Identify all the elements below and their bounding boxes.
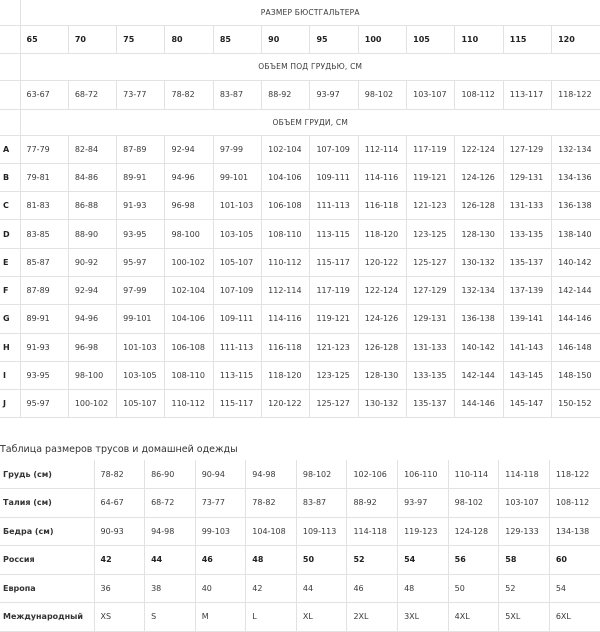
bust-cell: 95-97 <box>20 390 68 418</box>
bust-cell: 105-107 <box>117 390 165 418</box>
bust-cell: 142-144 <box>455 361 503 389</box>
band-size-cell: 110 <box>455 25 503 53</box>
cup-label: J <box>0 390 20 418</box>
bust-cell: 144-146 <box>552 305 600 333</box>
bust-cell: 100-102 <box>68 390 116 418</box>
pants-cell: 83-87 <box>296 489 347 518</box>
pants-cell: 90-94 <box>195 460 246 489</box>
bust-cell: 125-127 <box>407 248 455 276</box>
pants-cell: 50 <box>296 546 347 575</box>
pants-cell: 5XL <box>499 603 550 632</box>
bust-cell: 108-110 <box>262 220 310 248</box>
pants-cell: 58 <box>499 546 550 575</box>
bust-cell: 122-124 <box>455 135 503 163</box>
pants-cell: 48 <box>246 546 297 575</box>
pants-cell: XS <box>94 603 145 632</box>
bust-cell: 146-148 <box>552 333 600 361</box>
pants-cell: 64-67 <box>94 489 145 518</box>
band-size-cell: 80 <box>165 25 213 53</box>
bust-cell: 123-125 <box>310 361 358 389</box>
bust-cell: 118-120 <box>262 361 310 389</box>
pants-cell: 78-82 <box>246 489 297 518</box>
pants-cell: 94-98 <box>145 517 196 546</box>
band-size-cell: 115 <box>503 25 551 53</box>
bust-cell: 117-119 <box>407 135 455 163</box>
bust-cell: 119-121 <box>407 163 455 191</box>
bust-cell: 129-131 <box>407 305 455 333</box>
pants-cell: 4XL <box>448 603 499 632</box>
bust-cell: 125-127 <box>310 390 358 418</box>
bust-header <box>0 109 600 135</box>
bust-cell: 99-101 <box>213 163 261 191</box>
cup-row <box>0 135 600 163</box>
pants-cell: S <box>145 603 196 632</box>
bust-cell: 110-112 <box>165 390 213 418</box>
underbust-cell: 98-102 <box>358 80 406 109</box>
bust-cell: 94-96 <box>68 305 116 333</box>
bust-cell: 87-89 <box>20 276 68 304</box>
bust-cell: 105-107 <box>213 248 261 276</box>
pants-cell: 114-118 <box>499 460 550 489</box>
pants-cell: 40 <box>195 574 246 603</box>
pants-row-label: Международный <box>0 603 94 632</box>
bust-cell: 115-117 <box>213 390 261 418</box>
bust-cell: 129-131 <box>503 163 551 191</box>
bust-cell: 113-115 <box>213 361 261 389</box>
pants-row <box>0 489 600 518</box>
pants-cell: 68-72 <box>145 489 196 518</box>
bust-cell: 87-89 <box>117 135 165 163</box>
cup-label: E <box>0 248 20 276</box>
bust-cell: 116-118 <box>358 192 406 220</box>
underbust-cell: 113-117 <box>503 80 551 109</box>
bust-cell: 120-122 <box>262 390 310 418</box>
bust-cell: 133-135 <box>503 220 551 248</box>
bust-cell: 83-85 <box>20 220 68 248</box>
bust-cell: 103-105 <box>213 220 261 248</box>
pants-cell: 54 <box>398 546 449 575</box>
pants-cell: 6XL <box>549 603 600 632</box>
pants-cell: 109-113 <box>296 517 347 546</box>
pants-cell: 73-77 <box>195 489 246 518</box>
cup-row <box>0 390 600 418</box>
pants-cell: 94-98 <box>246 460 297 489</box>
band-size-cell: 70 <box>68 25 116 53</box>
pants-cell: 54 <box>549 574 600 603</box>
bust-cell: 131-133 <box>407 333 455 361</box>
pants-cell: 50 <box>448 574 499 603</box>
bust-cell: 112-114 <box>262 276 310 304</box>
pants-cell: 106-110 <box>398 460 449 489</box>
cup-label: C <box>0 192 20 220</box>
bust-cell: 134-136 <box>552 163 600 191</box>
pants-cell: 119-123 <box>398 517 449 546</box>
row-label-empty <box>0 0 20 25</box>
bust-cell: 115-117 <box>310 248 358 276</box>
band-size-cell: 65 <box>20 25 68 53</box>
bust-cell: 116-118 <box>262 333 310 361</box>
underbust-cell: 83-87 <box>213 80 261 109</box>
bust-cell: 102-104 <box>165 276 213 304</box>
bust-cell: 132-134 <box>455 276 503 304</box>
bust-cell: 92-94 <box>165 135 213 163</box>
cup-label: A <box>0 135 20 163</box>
bust-cell: 122-124 <box>358 276 406 304</box>
bust-cell: 113-115 <box>310 220 358 248</box>
pants-cell: 93-97 <box>398 489 449 518</box>
pants-cell: 46 <box>195 546 246 575</box>
pants-cell: 88-92 <box>347 489 398 518</box>
bust-cell: 141-143 <box>503 333 551 361</box>
bust-cell: 121-123 <box>407 192 455 220</box>
pants-cell: 2XL <box>347 603 398 632</box>
pants-cell: 108-112 <box>549 489 600 518</box>
bust-cell: 130-132 <box>455 248 503 276</box>
pants-row <box>0 460 600 489</box>
band-size-cell: 105 <box>407 25 455 53</box>
row-label-empty <box>0 25 20 53</box>
bust-cell: 136-138 <box>552 192 600 220</box>
cup-label: D <box>0 220 20 248</box>
bust-cell: 133-135 <box>407 361 455 389</box>
row-label-empty <box>0 80 20 109</box>
pants-cell: 110-114 <box>448 460 499 489</box>
cup-row <box>0 248 600 276</box>
pants-cell: XL <box>296 603 347 632</box>
bust-cell: 102-104 <box>262 135 310 163</box>
bust-cell: 107-109 <box>310 135 358 163</box>
bust-cell: 107-109 <box>213 276 261 304</box>
bust-cell: 91-93 <box>20 333 68 361</box>
pants-row-label: Россия <box>0 546 94 575</box>
bust-cell: 81-83 <box>20 192 68 220</box>
pants-cell: 129-133 <box>499 517 550 546</box>
pants-row-label: Талия (см) <box>0 489 94 518</box>
pants-row <box>0 517 600 546</box>
bust-cell: 109-111 <box>310 163 358 191</box>
underbust-cell: 118-122 <box>552 80 600 109</box>
row-label-empty <box>0 53 20 80</box>
bust-cell: 98-100 <box>68 361 116 389</box>
cup-row <box>0 192 600 220</box>
pants-cell: 99-103 <box>195 517 246 546</box>
underbust-cell: 78-82 <box>165 80 213 109</box>
bust-cell: 114-116 <box>358 163 406 191</box>
pants-cell: 90-93 <box>94 517 145 546</box>
band-size-row <box>0 25 600 53</box>
cup-row <box>0 361 600 389</box>
bust-cell: 144-146 <box>455 390 503 418</box>
pants-cell: 42 <box>246 574 297 603</box>
bust-cell: 108-110 <box>165 361 213 389</box>
pants-cell: 103-107 <box>499 489 550 518</box>
bust-cell: 109-111 <box>213 305 261 333</box>
pants-cell: 98-102 <box>296 460 347 489</box>
bust-cell: 79-81 <box>20 163 68 191</box>
band-size-cell: 85 <box>213 25 261 53</box>
underbust-cell: 103-107 <box>407 80 455 109</box>
band-size-cell: 120 <box>552 25 600 53</box>
underbust-header-text: ОБЪЕМ ПОД ГРУДЬЮ, СМ <box>20 53 600 80</box>
bust-header-text: ОБЪЕМ ГРУДИ, СМ <box>20 109 600 135</box>
bust-cell: 135-137 <box>503 248 551 276</box>
bust-cell: 101-103 <box>213 192 261 220</box>
bust-cell: 93-95 <box>117 220 165 248</box>
underbust-cell: 73-77 <box>117 80 165 109</box>
cup-label: H <box>0 333 20 361</box>
bust-cell: 85-87 <box>20 248 68 276</box>
pants-row-label: Европа <box>0 574 94 603</box>
bust-cell: 112-114 <box>358 135 406 163</box>
pants-cell: 86-90 <box>145 460 196 489</box>
bust-cell: 95-97 <box>117 248 165 276</box>
pants-row-label: Грудь (см) <box>0 460 94 489</box>
bust-cell: 128-130 <box>455 220 503 248</box>
bust-cell: 120-122 <box>358 248 406 276</box>
bust-cell: 140-142 <box>552 248 600 276</box>
bust-cell: 142-144 <box>552 276 600 304</box>
cup-row <box>0 163 600 191</box>
bust-cell: 139-141 <box>503 305 551 333</box>
pants-cell: 104-108 <box>246 517 297 546</box>
bust-cell: 126-128 <box>455 192 503 220</box>
pants-table-title: Таблица размеров трусов и домашней одежды <box>0 444 238 455</box>
bust-cell: 106-108 <box>165 333 213 361</box>
pants-cell: 56 <box>448 546 499 575</box>
bust-cell: 103-105 <box>117 361 165 389</box>
underbust-cell: 63-67 <box>20 80 68 109</box>
bust-cell: 137-139 <box>503 276 551 304</box>
pants-cell: 124-128 <box>448 517 499 546</box>
pants-row <box>0 603 600 632</box>
bust-cell: 97-99 <box>117 276 165 304</box>
bust-cell: 124-126 <box>455 163 503 191</box>
pants-size-table <box>0 460 600 632</box>
bust-cell: 118-120 <box>358 220 406 248</box>
bra-size-header-text: РАЗМЕР БЮСТГАЛЬТЕРА <box>20 0 600 25</box>
bust-cell: 111-113 <box>310 192 358 220</box>
pants-row-label: Бедра (см) <box>0 517 94 546</box>
bust-cell: 97-99 <box>213 135 261 163</box>
underbust-header <box>0 53 600 80</box>
cup-label: B <box>0 163 20 191</box>
bust-cell: 99-101 <box>117 305 165 333</box>
bra-size-header <box>0 0 600 25</box>
bust-cell: 127-129 <box>503 135 551 163</box>
bust-cell: 136-138 <box>455 305 503 333</box>
bust-cell: 110-112 <box>262 248 310 276</box>
pants-row <box>0 546 600 575</box>
underbust-row <box>0 80 600 109</box>
pants-cell: 52 <box>499 574 550 603</box>
pants-cell: L <box>246 603 297 632</box>
pants-cell: 44 <box>296 574 347 603</box>
bust-cell: 96-98 <box>68 333 116 361</box>
pants-cell: 102-106 <box>347 460 398 489</box>
bust-cell: 119-121 <box>310 305 358 333</box>
cup-label: I <box>0 361 20 389</box>
bust-cell: 88-90 <box>68 220 116 248</box>
bust-cell: 140-142 <box>455 333 503 361</box>
pants-cell: 38 <box>145 574 196 603</box>
bust-cell: 82-84 <box>68 135 116 163</box>
row-label-empty <box>0 109 20 135</box>
cup-label: G <box>0 305 20 333</box>
bust-cell: 98-100 <box>165 220 213 248</box>
band-size-cell: 90 <box>262 25 310 53</box>
bust-cell: 106-108 <box>262 192 310 220</box>
band-size-cell: 75 <box>117 25 165 53</box>
bust-cell: 104-106 <box>262 163 310 191</box>
bust-cell: 145-147 <box>503 390 551 418</box>
cup-row <box>0 333 600 361</box>
underbust-cell: 93-97 <box>310 80 358 109</box>
bust-cell: 128-130 <box>358 361 406 389</box>
bust-cell: 84-86 <box>68 163 116 191</box>
bust-cell: 138-140 <box>552 220 600 248</box>
band-size-cell: 100 <box>358 25 406 53</box>
bust-cell: 121-123 <box>310 333 358 361</box>
bust-cell: 89-91 <box>117 163 165 191</box>
bust-cell: 90-92 <box>68 248 116 276</box>
cup-row <box>0 220 600 248</box>
pants-cell: M <box>195 603 246 632</box>
bust-cell: 94-96 <box>165 163 213 191</box>
bust-cell: 86-88 <box>68 192 116 220</box>
pants-cell: 134-138 <box>549 517 600 546</box>
pants-cell: 114-118 <box>347 517 398 546</box>
band-size-cell: 95 <box>310 25 358 53</box>
pants-cell: 3XL <box>398 603 449 632</box>
bust-cell: 93-95 <box>20 361 68 389</box>
bust-cell: 104-106 <box>165 305 213 333</box>
bust-cell: 148-150 <box>552 361 600 389</box>
bust-cell: 123-125 <box>407 220 455 248</box>
bust-cell: 117-119 <box>310 276 358 304</box>
pants-cell: 118-122 <box>549 460 600 489</box>
bust-cell: 131-133 <box>503 192 551 220</box>
bust-cell: 100-102 <box>165 248 213 276</box>
bust-cell: 92-94 <box>68 276 116 304</box>
pants-cell: 46 <box>347 574 398 603</box>
underbust-cell: 68-72 <box>68 80 116 109</box>
bust-cell: 111-113 <box>213 333 261 361</box>
pants-cell: 42 <box>94 546 145 575</box>
bust-cell: 132-134 <box>552 135 600 163</box>
bust-cell: 101-103 <box>117 333 165 361</box>
underbust-cell: 108-112 <box>455 80 503 109</box>
bust-cell: 150-152 <box>552 390 600 418</box>
pants-cell: 48 <box>398 574 449 603</box>
bust-cell: 127-129 <box>407 276 455 304</box>
bust-cell: 77-79 <box>20 135 68 163</box>
bust-cell: 124-126 <box>358 305 406 333</box>
bust-cell: 130-132 <box>358 390 406 418</box>
bust-cell: 89-91 <box>20 305 68 333</box>
cup-row <box>0 305 600 333</box>
cup-label: F <box>0 276 20 304</box>
pants-cell: 60 <box>549 546 600 575</box>
bust-cell: 135-137 <box>407 390 455 418</box>
bust-cell: 91-93 <box>117 192 165 220</box>
bust-cell: 96-98 <box>165 192 213 220</box>
cup-row <box>0 276 600 304</box>
bust-cell: 114-116 <box>262 305 310 333</box>
pants-cell: 44 <box>145 546 196 575</box>
bust-cell: 143-145 <box>503 361 551 389</box>
pants-cell: 78-82 <box>94 460 145 489</box>
underbust-cell: 88-92 <box>262 80 310 109</box>
pants-row <box>0 574 600 603</box>
pants-cell: 98-102 <box>448 489 499 518</box>
pants-cell: 52 <box>347 546 398 575</box>
bust-cell: 126-128 <box>358 333 406 361</box>
pants-cell: 36 <box>94 574 145 603</box>
